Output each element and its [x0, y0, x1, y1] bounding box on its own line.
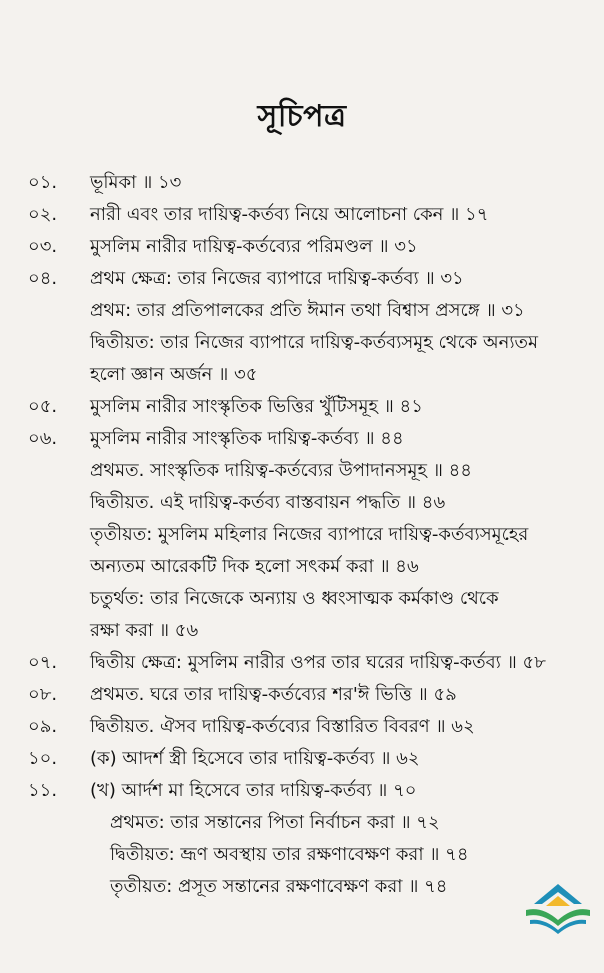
- toc-entry: [28, 170, 181, 196]
- toc-subentry-continued: [90, 554, 419, 580]
- toc-text: নারী এবং তার দায়িত্ব-কর্তব্য নিয়ে আলোচনা কেন ॥ ১৭: [90, 204, 489, 225]
- toc-text: মুসলিম নারীর দায়িত্ব-কর্তব্যের পরিমণ্ডল ॥ ৩১: [90, 236, 418, 257]
- toc-text: দ্বিতীয়ত: ভ্রূণ অবস্থায় তার রক্ষণাবেক্ষণ করা ॥ ৭৪: [110, 844, 469, 865]
- toc-text: প্রথমত: তার সন্তানের পিতা নির্বাচন করা ॥ ৭২: [110, 812, 440, 833]
- toc-entry: [28, 682, 457, 708]
- toc-number: ০৫.: [28, 396, 58, 417]
- toc-subentry: [90, 298, 525, 324]
- toc-subentry: [90, 586, 499, 612]
- toc-entry: [28, 746, 420, 772]
- publisher-logo-icon: [520, 880, 596, 940]
- toc-subentry: [110, 810, 440, 836]
- toc-entry: [28, 778, 417, 804]
- toc-number: ০৬.: [28, 428, 58, 449]
- toc-text: তৃতীয়ত: প্রসূত সন্তানের রক্ষণাবেক্ষণ করা ॥ ৭৪: [110, 876, 448, 897]
- toc-subentry: [110, 874, 447, 900]
- toc-number: ১০.: [28, 748, 58, 769]
- toc-text: চতুর্থত: তার নিজেকে অন্যায় ও ধ্বংসাত্মক কর্মকাণ্ড থেকে: [90, 588, 499, 609]
- toc-number: ০১.: [28, 172, 58, 193]
- toc-number: ০৩.: [28, 236, 58, 257]
- toc-subentry-continued: [90, 618, 198, 644]
- toc-subentry: [110, 842, 469, 868]
- toc-text: দ্বিতীয়ত. ঐসব দায়িত্ব-কর্তব্যের বিস্তারিত বিবরণ ॥ ৬২: [90, 716, 475, 737]
- toc-number: ০৯.: [28, 716, 58, 737]
- toc-text: দ্বিতীয়ত: তার নিজের ব্যাপারে দায়িত্ব-কর্তব্যসমূহ থেকে অন্যতম: [90, 332, 539, 353]
- toc-entry: [28, 714, 475, 740]
- toc-entry: [28, 394, 423, 420]
- toc-entry: [28, 650, 546, 676]
- toc-text: (খ) আর্দশ মা হিসেবে তার দায়িত্ব-কর্তব্য ॥ ৭০: [90, 780, 417, 801]
- page-title: সূচিপত্র: [257, 99, 347, 134]
- toc-text: প্রথমত. সাংস্কৃতিক দায়িত্ব-কর্তব্যের উপাদানসমূহ ॥ ৪৪: [90, 460, 472, 481]
- toc-text: দ্বিতীয় ক্ষেত্র: মুসলিম নারীর ওপর তার ঘরের দায়িত্ব-কর্তব্য ॥ ৫৮: [90, 652, 546, 673]
- toc-text: মুসলিম নারীর সাংস্কৃতিক ভিত্তির খুঁটিসমূহ ॥ ৪১: [90, 396, 423, 417]
- toc-text: প্রথমত. ঘরে তার দায়িত্ব-কর্তব্যের শর'ঈ ভিত্তি ॥ ৫৯: [90, 684, 457, 705]
- toc-text: তৃতীয়ত: মুসলিম মহিলার নিজের ব্যাপারে দায়িত্ব-কর্তব্যসমূহের: [90, 524, 529, 545]
- toc-entry: [28, 266, 464, 292]
- toc-text: রক্ষা করা ॥ ৫৬: [90, 620, 199, 641]
- toc-number: ০৪.: [28, 268, 58, 289]
- toc-entry: [28, 234, 418, 260]
- toc-text: দ্বিতীয়ত. এই দায়িত্ব-কর্তব্য বাস্তবায়ন পদ্ধতি ॥ ৪৬: [90, 492, 446, 513]
- toc-text: ভূমিকা ॥ ১৩: [90, 172, 182, 193]
- toc-number: ০৮.: [28, 684, 58, 705]
- toc-text: হলো জ্ঞান অর্জন ॥ ৩৫: [90, 364, 258, 385]
- toc-entry: [28, 202, 488, 228]
- toc-text: প্রথম: তার প্রতিপালকের প্রতি ঈমান তথা বিশ্বাস প্রসঙ্গে ॥ ৩১: [90, 300, 525, 321]
- toc-text: মুসলিম নারীর সাংস্কৃতিক দায়িত্ব-কর্তব্য ॥ ৪৪: [90, 428, 404, 449]
- toc-number: ১১.: [28, 780, 58, 801]
- toc-number: ০৭.: [28, 652, 58, 673]
- toc-number: ০২.: [28, 204, 58, 225]
- toc-subentry: [90, 490, 445, 516]
- toc-text: প্রথম ক্ষেত্র: তার নিজের ব্যাপারে দায়িত্ব-কর্তব্য ॥ ৩১: [90, 268, 464, 289]
- toc-text: (ক) আদর্শ স্ত্রী হিসেবে তার দায়িত্ব-কর্তব্য ॥ ৬২: [90, 748, 420, 769]
- toc-text: অন্যতম আরেকটি দিক হলো সৎকর্ম করা ॥ ৪৬: [90, 556, 419, 577]
- toc-entry: [28, 426, 404, 452]
- toc-subentry: [90, 330, 538, 356]
- toc-subentry: [90, 458, 472, 484]
- toc-subentry-continued: [90, 362, 257, 388]
- toc-subentry: [90, 522, 528, 548]
